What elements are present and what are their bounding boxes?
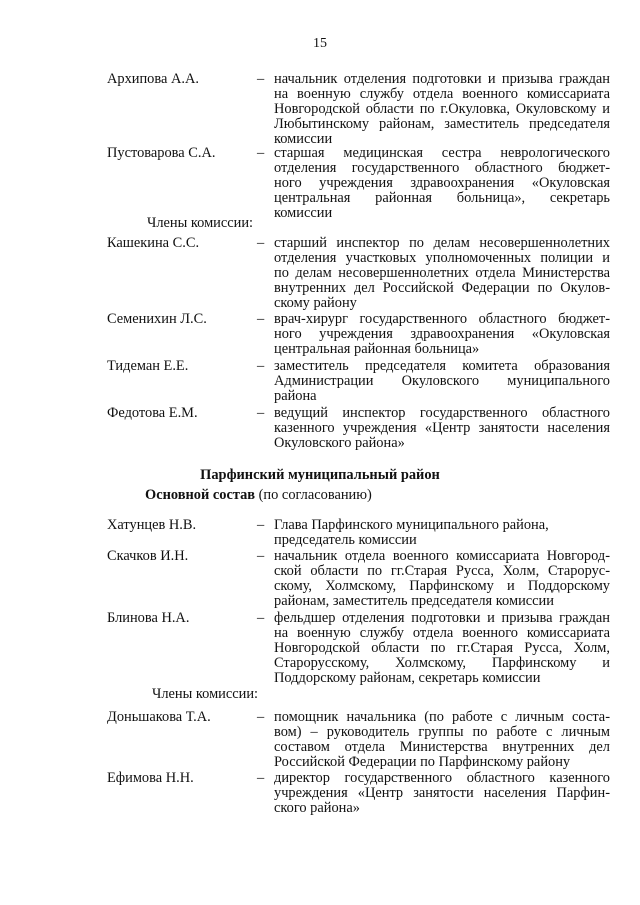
role-line: центральная районная больница» bbox=[274, 341, 480, 357]
role-line: на военную службу отдела военного комиссариата bbox=[274, 625, 610, 641]
members-label: Члены комиссии: bbox=[152, 686, 259, 702]
role-line: ведущий инспектор государственного областного bbox=[274, 405, 610, 421]
dash: – bbox=[257, 71, 265, 87]
member-name: Федотова Е.М. bbox=[107, 405, 198, 421]
member-name: Скачков И.Н. bbox=[107, 548, 189, 564]
member-name: Хатунцев Н.В. bbox=[107, 517, 197, 533]
role-line: отделения государственного областного бюджет- bbox=[274, 160, 610, 176]
role-line: скому району bbox=[274, 295, 357, 311]
role-line: Окуловского района» bbox=[274, 435, 405, 451]
dash: – bbox=[257, 548, 265, 564]
dash: – bbox=[257, 358, 265, 374]
member-role bbox=[274, 611, 610, 686]
role-line: Глава Парфинского муниципального района, bbox=[274, 517, 549, 533]
role-line: районам, заместитель председателя комиссии bbox=[274, 593, 554, 609]
dash: – bbox=[257, 145, 265, 161]
role-line: внутренних дел Российской Федерации по Окулов- bbox=[274, 280, 610, 296]
role-line: старший инспектор по делам несовершеннолетних bbox=[274, 235, 610, 251]
role-line: фельдшер отделения подготовки и призыва граждан bbox=[274, 610, 610, 626]
role-line: Российской Федерации по Парфинскому району bbox=[274, 754, 571, 770]
member-role bbox=[274, 406, 610, 451]
role-line: ного учреждения здравоохранения «Окуловская bbox=[274, 175, 610, 191]
dash: – bbox=[257, 311, 265, 327]
member-role bbox=[274, 72, 610, 147]
dash: – bbox=[257, 610, 265, 626]
member-name: Кашекина С.С. bbox=[107, 235, 200, 251]
dash: – bbox=[257, 517, 265, 533]
member-name: Пустоварова С.А. bbox=[107, 145, 216, 161]
role-line: старшая медицинская сестра неврологического bbox=[274, 145, 610, 161]
member-role bbox=[274, 771, 610, 816]
role-line: начальник отделения подготовки и призыва граждан bbox=[274, 71, 610, 87]
role-line: Новгородской области по г.Окуловка, Окуловскому и bbox=[274, 101, 610, 117]
role-line: Старорусскому, Холмскому, Парфинскому и bbox=[274, 655, 610, 671]
role-line: Любытинскому районам, заместитель председателя bbox=[274, 116, 610, 132]
role-line: заместитель председателя комитета образования bbox=[274, 358, 610, 374]
page-number: 15 bbox=[313, 36, 327, 51]
member-role bbox=[274, 146, 610, 221]
role-line: составом отдела Министерства внутренних дел bbox=[274, 739, 610, 755]
role-line: учреждения «Центр занятости населения Парфин- bbox=[274, 785, 610, 801]
role-line: врач-хирург государственного областного бюджет- bbox=[274, 311, 610, 327]
role-line: комиссии bbox=[274, 131, 333, 147]
role-line: по делам несовершеннолетних отдела Министерства bbox=[274, 265, 610, 281]
member-role bbox=[274, 518, 610, 548]
member-name: Семенихин Л.С. bbox=[107, 311, 207, 327]
role-line: начальник отдела военного комиссариата Новгород- bbox=[274, 548, 610, 564]
role-line: ного учреждения здравоохранения «Окуловская bbox=[274, 326, 610, 342]
dash: – bbox=[257, 770, 265, 786]
member-role bbox=[274, 312, 610, 357]
role-line: района bbox=[274, 388, 317, 404]
role-line: на военную службу отдела военного комиссариата bbox=[274, 86, 610, 102]
role-line: скому, Холмскому, Парфинскому и Поддорскому bbox=[274, 578, 610, 594]
members-label: Члены комиссии: bbox=[147, 215, 254, 231]
dash: – bbox=[257, 235, 265, 251]
member-role bbox=[274, 236, 610, 311]
role-line: Поддорскому районам, секретарь комиссии bbox=[274, 670, 541, 686]
role-line: Новгородской области по гг.Старая Русса, Холм, bbox=[274, 640, 610, 656]
composition-note: (по согласованию) bbox=[255, 487, 372, 503]
member-role bbox=[274, 710, 610, 770]
role-line: ской области по гг.Старая Русса, Холм, Старорус- bbox=[274, 563, 610, 579]
role-line: директор государственного областного казенного bbox=[274, 770, 610, 786]
member-name: Ефимова Н.Н. bbox=[107, 770, 194, 786]
role-line: отделения участковых уполномоченных полиции и bbox=[274, 250, 610, 266]
role-line: центральная районная больница», секретарь bbox=[274, 190, 610, 206]
member-name: Блинова Н.А. bbox=[107, 610, 190, 626]
role-line: ского района» bbox=[274, 800, 360, 816]
role-line: казенного учреждения «Центр занятости населения bbox=[274, 420, 610, 436]
member-name: Архипова А.А. bbox=[107, 71, 199, 87]
district-heading: Парфинский муниципальный район bbox=[200, 467, 440, 483]
role-line: комиссии bbox=[274, 205, 333, 221]
dash: – bbox=[257, 709, 265, 725]
role-line: помощник начальника (по работе с личным соста- bbox=[274, 709, 610, 725]
dash: – bbox=[257, 405, 265, 421]
role-line: вом) – руководитель группы по работе с личным bbox=[274, 724, 610, 740]
role-line: председатель комиссии bbox=[274, 532, 417, 548]
member-role bbox=[274, 359, 610, 404]
composition-label bbox=[145, 488, 372, 503]
member-name: Тидеман Е.Е. bbox=[107, 358, 189, 374]
member-name: Доньшакова Т.А. bbox=[107, 709, 211, 725]
composition-bold: Основной состав bbox=[145, 487, 256, 503]
role-line: Администрации Окуловского муниципального bbox=[274, 373, 610, 389]
member-role bbox=[274, 549, 610, 609]
